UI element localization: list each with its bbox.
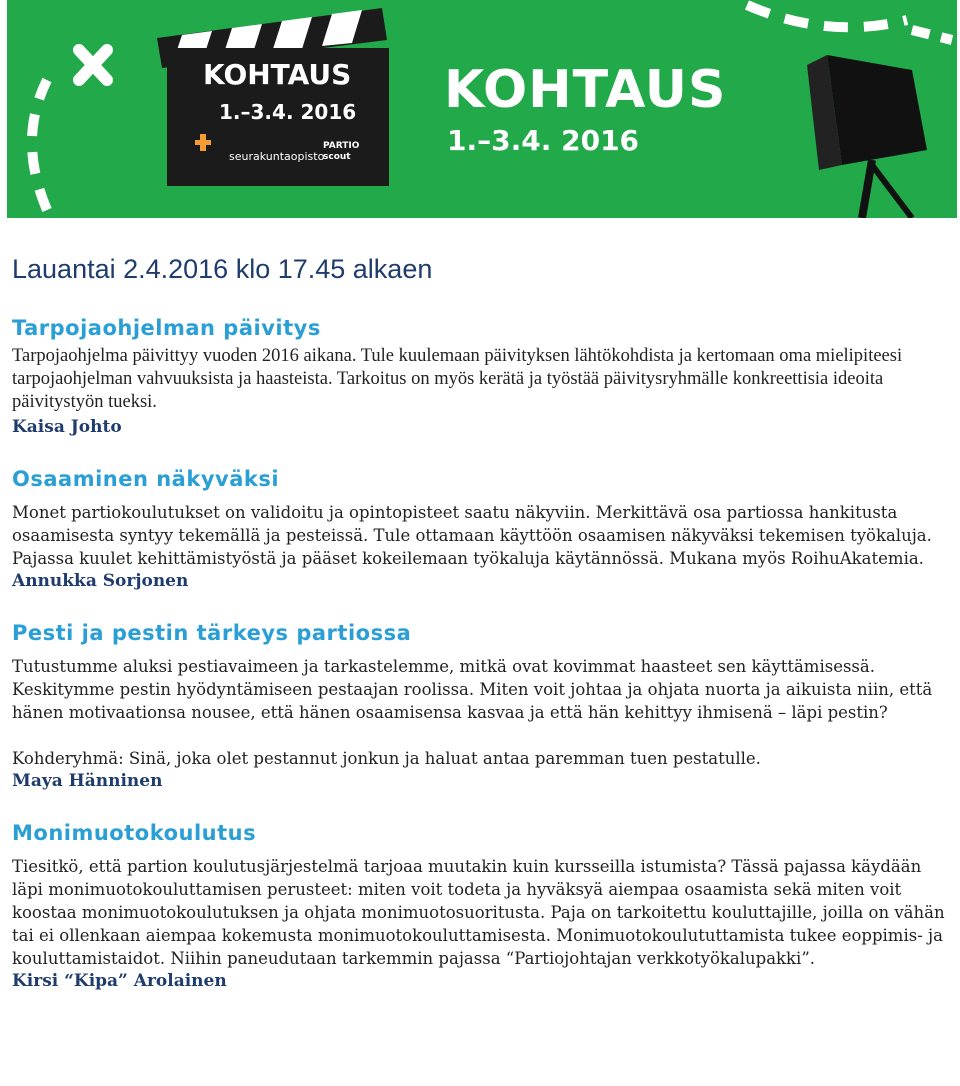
section-paragraph: Monet partiokoulutukset on validoitu ja opintopisteet saatu näkyviin. Merkittävä osa partiossa hankitusta osaamisesta syntyy tekemällä ja pesteissä. Tule ottamaan käyttöön osaamisen näkyväksi tekemisen työkaluja. Pajassa kuulet kehittämistyöstä ja pääset kokeilemaan työkaluja käytännössä. Mukana myös RoihuAkatemia. bbox=[12, 503, 932, 568]
section-pesti bbox=[12, 619, 952, 793]
dashed-arc-left bbox=[32, 80, 47, 210]
banner-date: 1.–3.4. 2016 bbox=[447, 124, 640, 157]
section-author: Kirsi “Kipa” Arolainen bbox=[12, 971, 227, 991]
section-monimuotokoulutus bbox=[12, 819, 952, 993]
section-title: Pesti ja pestin tärkeys partiossa bbox=[12, 621, 412, 645]
section-author: Kaisa Johto bbox=[12, 417, 122, 437]
studio-light-icon bbox=[807, 55, 927, 218]
section-author: Maya Hänninen bbox=[12, 771, 163, 791]
partio-scout-logo-text: PARTIO scout bbox=[323, 141, 360, 162]
dashed-arc-top bbox=[747, 5, 907, 27]
seurakuntaopisto-logo-text: seurakuntaopisto bbox=[229, 150, 325, 163]
section-tarpojaohjelma bbox=[12, 314, 952, 439]
section-paragraph: Tarpojaohjelma päivittyy vuoden 2016 aikana. Tule kuulemaan päivityksen lähtökohdista ja kertomaan oma mielipiteesi tarpojaohjelman vahvuuksista ja haasteista. Tarkoitus on myös kerätä ja työstää päivitysryhmälle konkreettisia ideoita päivitystyön tueksi. bbox=[12, 346, 903, 412]
section-title: Monimuotokoulutus bbox=[12, 821, 257, 845]
event-banner bbox=[7, 0, 957, 218]
section-osaaminen bbox=[12, 465, 952, 593]
section-paragraph: Tiesitkö, että partion koulutusjärjestelmä tarjoaa muutakin kuin kursseilla istumista? Tässä pajassa käydään läpi monimuotokouluttamisen perusteet: miten voit todeta ja hyväksyä aiempaa osaamista sekä miten voit koostaa monimuotokoulutuksen ja ohjata monimuotosuoritusta. Paja on tarkoitettu kouluttajille, joilla on vähän tai ei ollenkaan aiempaa kokemusta monimuotokouluttamisesta. Monimuotokoulututtamista tukee eoppimis- ja kouluttamistaidot. Niihin paneudutaan tarkemmin pajassa “Partiojohtajan verkkotyökalupakki”. bbox=[12, 857, 945, 968]
x-mark-icon bbox=[79, 50, 107, 80]
page-content bbox=[12, 250, 952, 993]
section-title: Osaaminen näkyväksi bbox=[12, 467, 280, 491]
dashed-arc-right bbox=[912, 30, 952, 40]
banner-title: KOHTAUS bbox=[444, 60, 727, 120]
section-paragraph: Kohderyhmä: Sinä, joka olet pestannut jonkun ja haluat antaa paremman tuen pestatulle. bbox=[12, 749, 761, 768]
section-author: Annukka Sorjonen bbox=[12, 571, 189, 591]
section-paragraph: Tutustumme aluksi pestiavaimeen ja tarkastelemme, mitkä ovat kovimmat haasteet sen käyttämisessä. Keskitymme pestin hyödyntämiseen pestaajan roolissa. Miten voit johtaa ja ohjata nuorta ja aikuista niin, että hänen motivaationsa nousee, että hänen osaamisensa kasvaa ja että hän kehittyy ihmisenä – läpi pestin? bbox=[12, 657, 933, 722]
section-title: Tarpojaohjelman päivitys bbox=[12, 316, 321, 340]
clapperboard-date: 1.–3.4. 2016 bbox=[219, 100, 357, 124]
date-heading: Lauantai 2.4.2016 klo 17.45 alkaen bbox=[12, 254, 433, 284]
clapperboard-title: KOHTAUS bbox=[203, 58, 352, 91]
